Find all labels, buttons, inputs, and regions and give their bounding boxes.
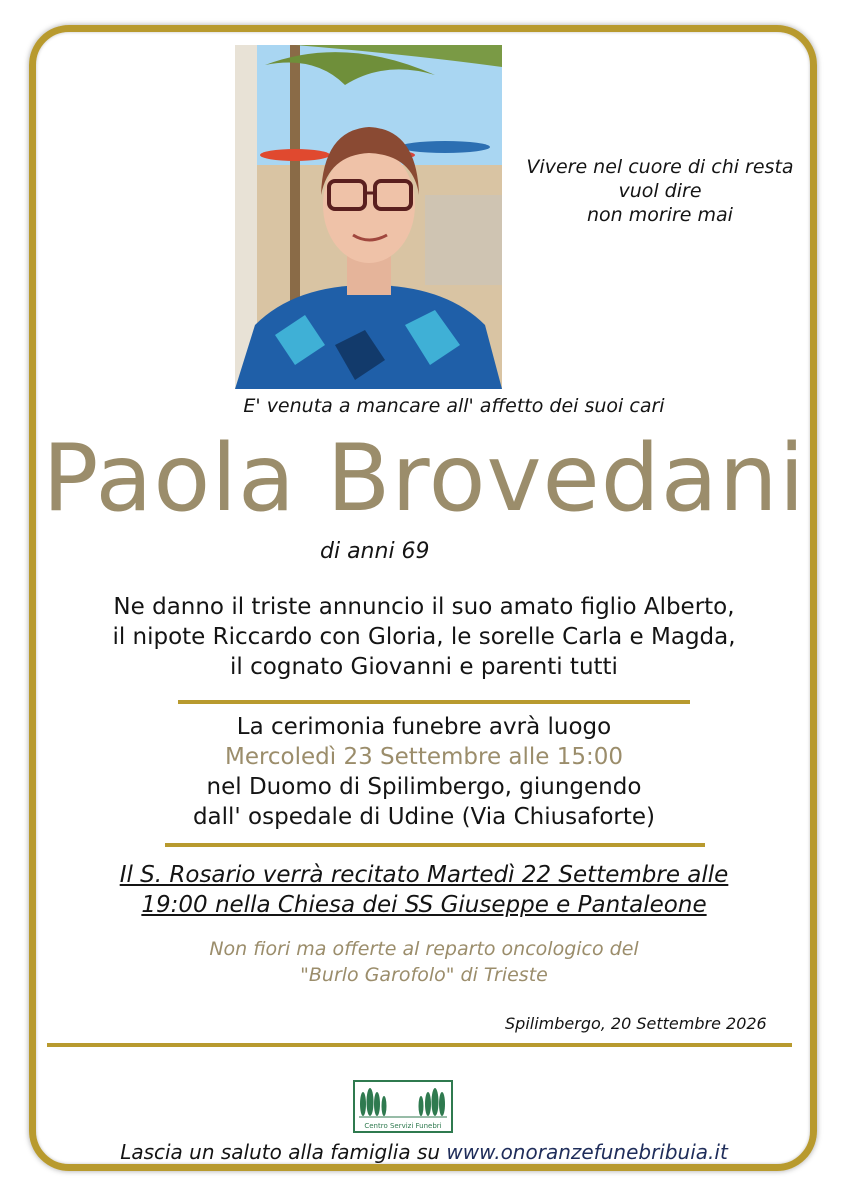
age-text: di anni 69 bbox=[320, 539, 430, 564]
divider-line bbox=[47, 1043, 792, 1047]
deceased-name: Paola Brovedani bbox=[42, 424, 806, 532]
place-date: Spilimbergo, 20 Settembre 2026 bbox=[505, 1014, 767, 1033]
ceremony-datetime: Mercoledì 23 Settembre alle 15:00 bbox=[224, 744, 624, 770]
announcement-block bbox=[0, 592, 848, 682]
ceremony-line: dall' ospedale di Udine (Via Chiusaforte) bbox=[192, 804, 656, 830]
rosary-line: 19:00 nella Chiesa dei SS Giuseppe e Pantaleone bbox=[141, 892, 707, 918]
announcement-line: il nipote Riccardo con Gloria, le sorelle Carla e Magda, bbox=[112, 624, 736, 650]
ceremony-block bbox=[0, 712, 848, 832]
cypress-trees-icon bbox=[355, 1082, 451, 1122]
announcement-line: il cognato Giovanni e parenti tutti bbox=[230, 654, 618, 680]
footer-text: Lascia un saluto alla famiglia su bbox=[120, 1140, 447, 1164]
donation-notice bbox=[0, 936, 848, 988]
ceremony-line: La cerimonia funebre avrà luogo bbox=[236, 714, 612, 740]
divider-line bbox=[178, 700, 690, 704]
divider-line bbox=[165, 843, 705, 847]
quote-line: vuol dire bbox=[618, 180, 702, 202]
donation-line: Non fiori ma offerte al reparto oncologico del bbox=[209, 938, 639, 960]
footer-message bbox=[0, 1140, 848, 1164]
intro-text: E' venuta a mancare all' affetto dei suoi cari bbox=[243, 395, 665, 417]
logo-caption: Centro Servizi Funebri bbox=[364, 1122, 442, 1130]
website-link[interactable]: www.onoranzefunebribuia.it bbox=[446, 1140, 728, 1164]
ceremony-line: nel Duomo di Spilimbergo, giungendo bbox=[206, 774, 642, 800]
quote-line: Vivere nel cuore di chi resta bbox=[526, 156, 794, 178]
quote-line: non morire mai bbox=[587, 204, 733, 226]
rosary-notice bbox=[0, 860, 848, 920]
portrait-photo bbox=[235, 45, 502, 389]
announcement-line: Ne danno il triste annuncio il suo amato figlio Alberto, bbox=[113, 594, 735, 620]
funeral-service-logo bbox=[353, 1080, 453, 1133]
rosary-line: Il S. Rosario verrà recitato Martedì 22 Settembre alle bbox=[119, 862, 729, 888]
memorial-quote bbox=[500, 155, 820, 227]
donation-line: "Burlo Garofolo" di Trieste bbox=[300, 964, 548, 986]
